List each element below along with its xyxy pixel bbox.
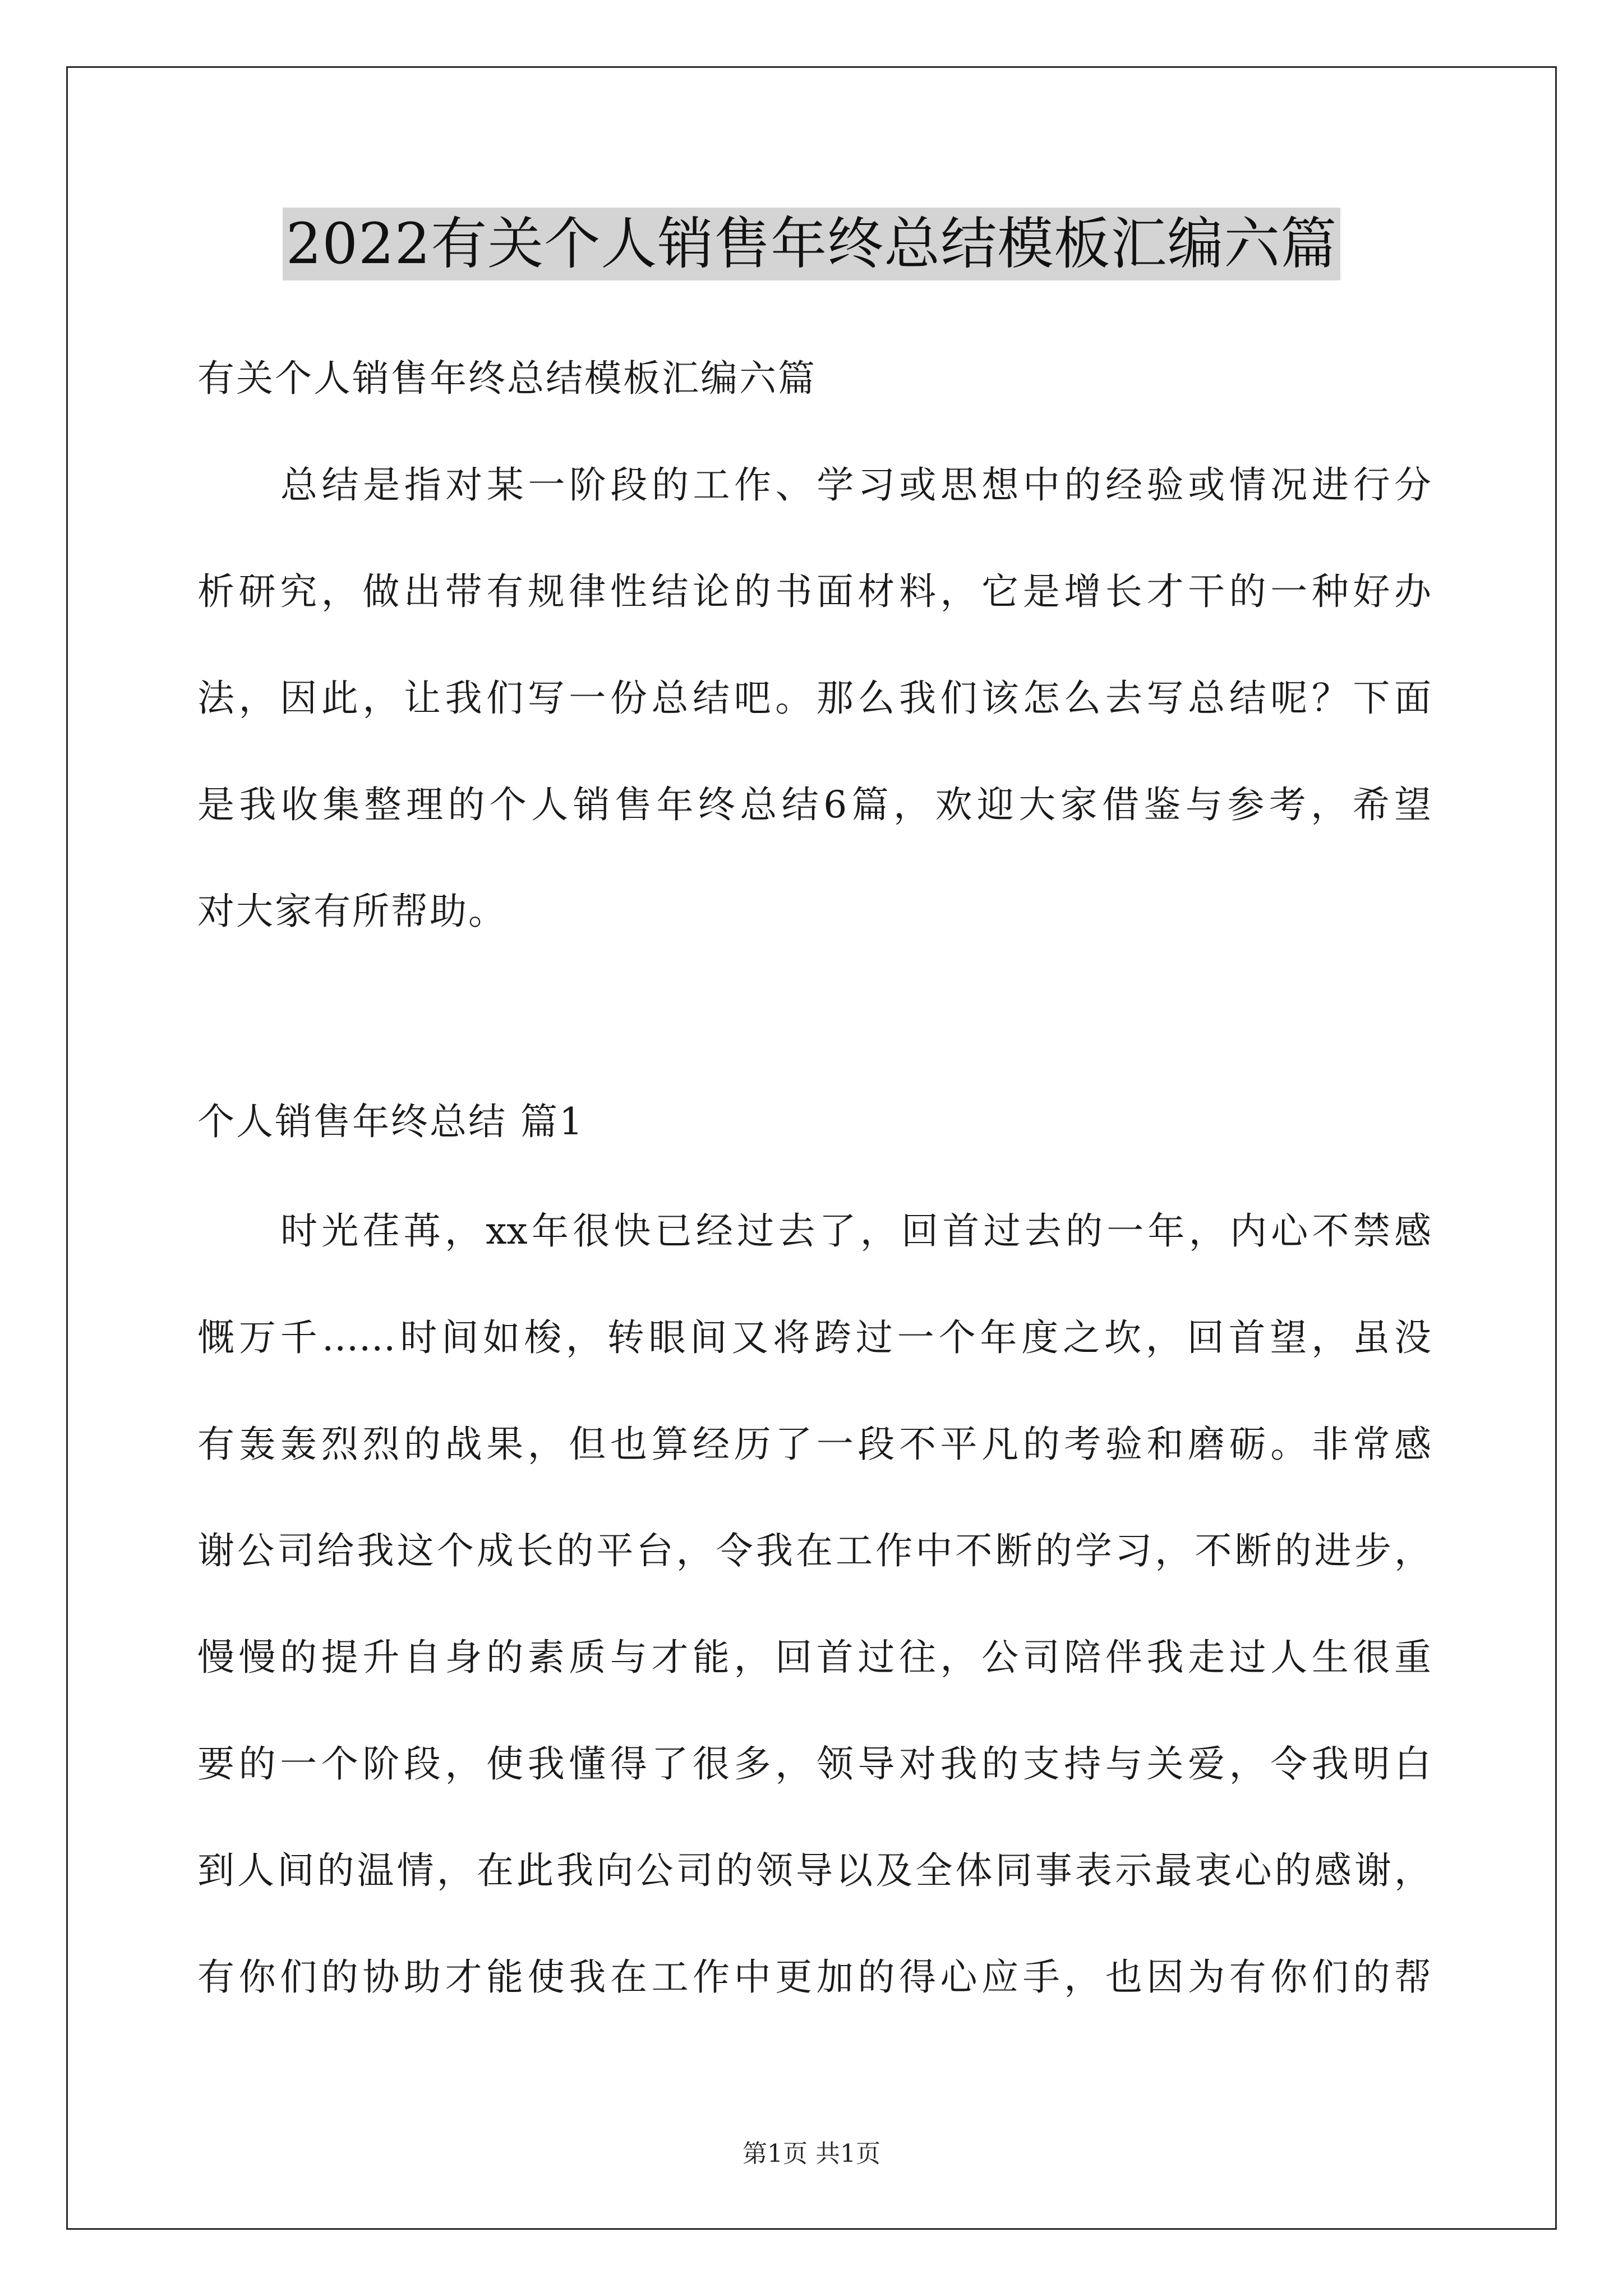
intro-line: 对大家有所帮助。 xyxy=(197,890,507,933)
intro-line: 析研究，做出带有规律性结论的书面材料，它是增长才干的一种好办 xyxy=(197,570,1431,613)
body-line: 时光荏苒，xx年很快已经过去了，回首过去的一年，内心不禁感 xyxy=(280,1209,1431,1253)
intro-line: 法，因此，让我们写一份总结吧。那么我们该怎么去写总结呢？下面 xyxy=(197,677,1431,720)
page-footer: 第1页 共1页 xyxy=(743,2139,880,2168)
intro-line: 是我收集整理的个人销售年终总结6篇，欢迎大家借鉴与参考，希望 xyxy=(197,783,1431,826)
body-line: 要的一个阶段，使我懂得了很多，领导对我的支持与关爱，令我明白 xyxy=(197,1742,1431,1786)
title-container xyxy=(0,208,1623,280)
body-line: 到人间的温情，在此我向公司的领导以及全体同事表示最衷心的感谢， xyxy=(197,1849,1431,1892)
section-heading: 个人销售年终总结 篇1 xyxy=(197,1100,584,1143)
body-line: 慨万千……时间如梭，转眼间又将跨过一个年度之坎，回首望，虽没 xyxy=(197,1316,1431,1359)
intro-line: 总结是指对某一阶段的工作、学习或思想中的经验或情况进行分 xyxy=(280,463,1431,507)
body-line: 有你们的协助才能使我在工作中更加的得心应手，也因为有你们的帮 xyxy=(197,1955,1431,1999)
body-line: 慢慢的提升自身的素质与才能，回首过往，公司陪伴我走过人生很重 xyxy=(197,1636,1431,1679)
body-line: 有轰轰烈烈的战果，但也算经历了一段不平凡的考验和磨砺。非常感 xyxy=(197,1423,1431,1466)
body-line: 谢公司给我这个成长的平台，令我在工作中不断的学习，不断的进步， xyxy=(197,1529,1431,1572)
document-subtitle: 有关个人销售年终总结模板汇编六篇 xyxy=(197,357,817,400)
document-title: 2022有关个人销售年终总结模板汇编六篇 xyxy=(283,208,1341,280)
